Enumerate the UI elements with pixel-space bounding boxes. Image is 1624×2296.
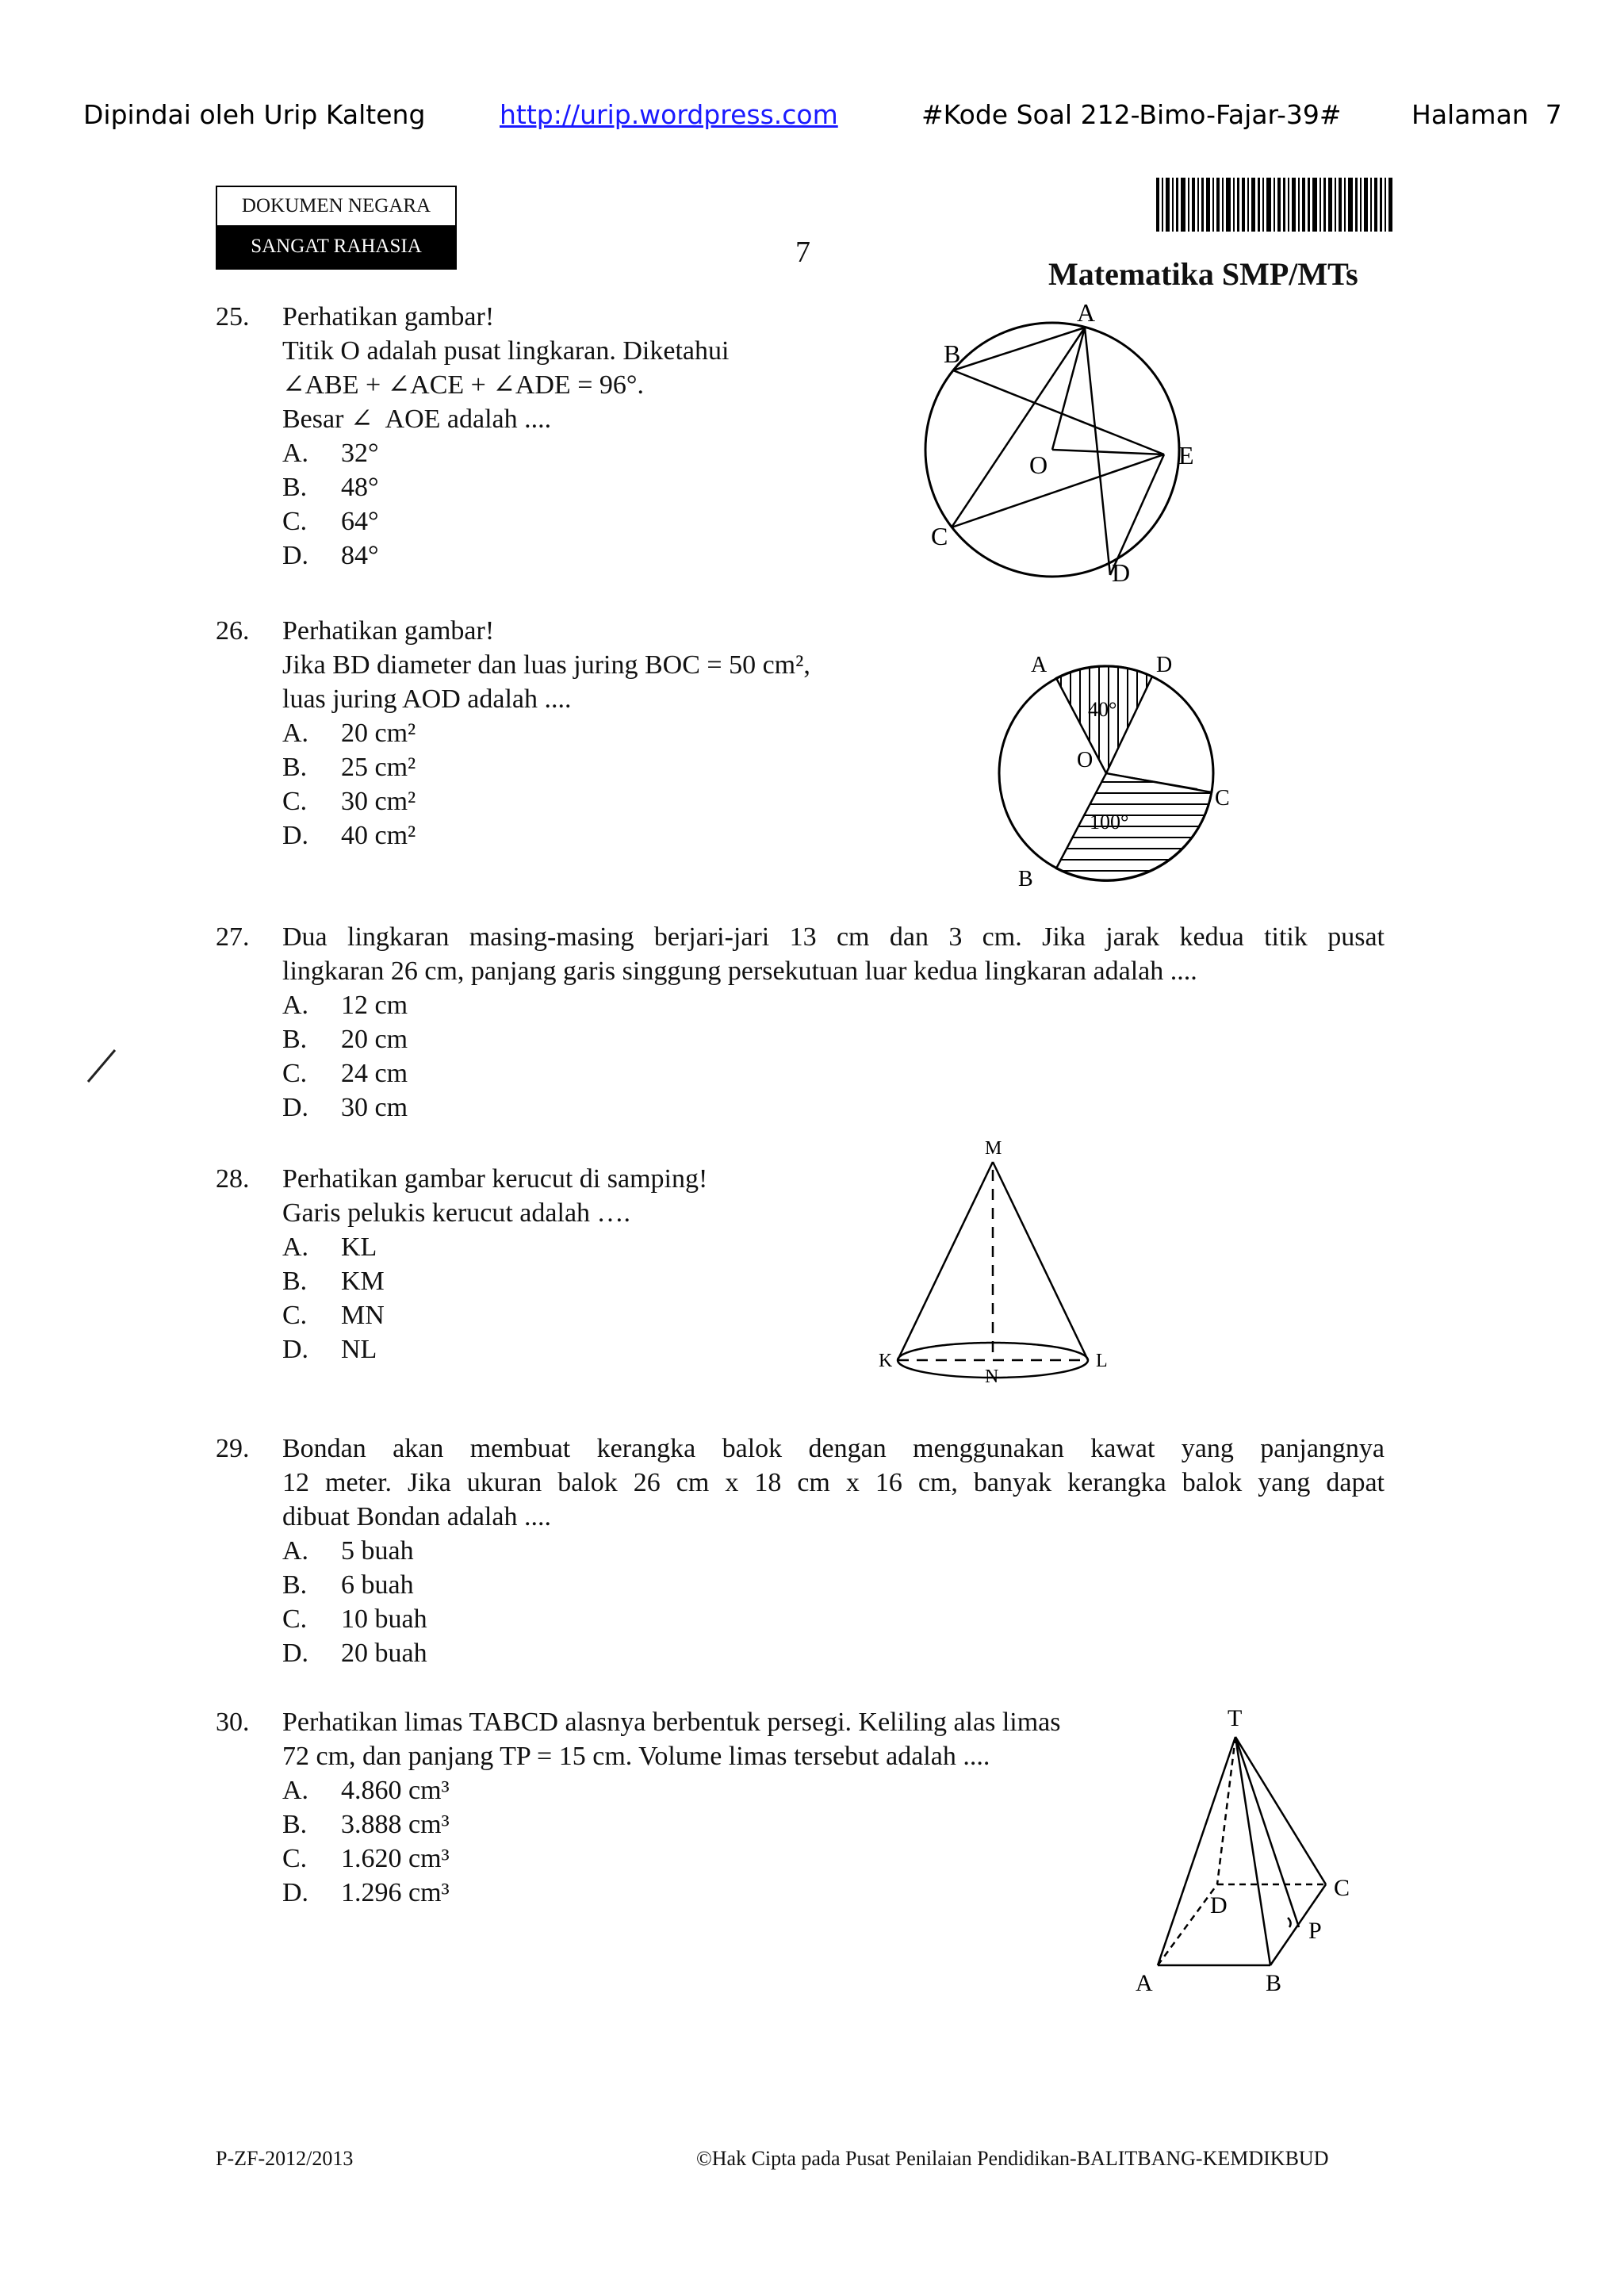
point-d-label: D [1210,1892,1228,1918]
source-url[interactable]: http://urip.wordpress.com [500,99,838,130]
question-number: 26. [216,616,250,646]
angle-aod-label: 40° [1088,698,1117,721]
question-number: 25. [216,302,250,332]
question-line: Jika BD diameter dan luas juring BOC = 50 cm², [282,650,810,680]
question-line: Dua lingkaran masing-masing berjari-jari 13 cm dan 3 cm. Jika jarak kedua titik pusat [282,922,1385,952]
apex-m-label: M [985,1138,1002,1159]
point-b-label: B [1266,1970,1282,1996]
apex-t-label: T [1228,1705,1243,1731]
option-c[interactable]: C. 1.620 cm³ [282,1844,450,1873]
sector-circle-figure [983,646,1245,892]
page-label: Halaman 7 [1411,99,1562,130]
angle-boc-label: 100° [1090,811,1129,834]
point-d-label: D [1156,653,1173,677]
option-b[interactable]: B. 6 buah [282,1570,414,1600]
question-line: 72 cm, dan panjang TP = 15 cm. Volume limas tersebut adalah .... [282,1742,990,1771]
option-a[interactable]: A. 32° [282,439,379,468]
question-body [282,1705,1060,1773]
question-line: ∠ABE + ∠ACE + ∠ADE = 96°. [282,370,644,400]
question-body [282,1432,1385,1534]
option-d[interactable]: D. 30 cm [282,1093,408,1122]
point-d-label: D [1112,558,1131,587]
point-k-label: K [879,1351,893,1371]
center-o-label: O [1077,748,1094,772]
question-number: 30. [216,1708,250,1737]
question-body [282,614,810,716]
question-line: Perhatikan gambar! [282,616,495,646]
point-b-label: B [1018,867,1033,891]
option-d[interactable]: D. NL [282,1335,377,1364]
point-b-label: B [944,339,961,368]
options-list [282,1230,599,1366]
point-a-label: A [1077,298,1096,327]
question-line: luas juring AOD adalah .... [282,684,572,714]
option-c[interactable]: C. 30 cm² [282,787,416,816]
question-line: Perhatikan gambar! [282,302,495,332]
question-line: Bondan akan membuat kerangka balok dengan menggunakan kawat yang panjangnya [282,1434,1385,1463]
option-c[interactable]: C. 24 cm [282,1059,408,1088]
option-d[interactable]: D. 40 cm² [282,821,416,850]
question-line: 12 meter. Jika ukuran balok 26 cm x 18 cm x 16 cm, banyak kerangka balok yang dapat [282,1468,1385,1497]
option-d[interactable]: D. 1.296 cm³ [282,1878,450,1907]
point-c-label: C [1334,1875,1350,1901]
question-line: Garis pelukis kerucut adalah …. [282,1198,631,1228]
point-a-label: A [1136,1970,1153,1996]
option-a[interactable]: A. KL [282,1232,377,1262]
option-b[interactable]: B. 25 cm² [282,753,416,782]
footer-copyright: ©Hak Cipta pada Pusat Penilaian Pendidikan-BALITBANG-KEMDIKBUD [696,2147,1329,2170]
options-list [282,988,599,1125]
question-line: dibuat Bondan adalah .... [282,1502,551,1531]
footer-code: P-ZF-2012/2013 [216,2147,354,2170]
option-c[interactable]: C. 10 buah [282,1604,427,1634]
point-c-label: C [1215,786,1230,811]
pencil-stroke-mark [83,1047,123,1087]
question-line: Perhatikan limas TABCD alasnya berbentuk persegi. Keliling alas limas [282,1708,1061,1737]
question-code: #Kode Soal 212-Bimo-Fajar-39# [921,99,1342,130]
option-d[interactable]: D. 20 buah [282,1639,427,1668]
stamp-secret-label: SANGAT RAHASIA [217,225,455,268]
question-line: Besar ∠ AOE adalah .... [282,404,552,434]
options-list [282,716,599,853]
option-c[interactable]: C. MN [282,1301,385,1330]
circle-inscribed-angles-figure [920,297,1205,591]
stamp-document-label: DOKUMEN NEGARA [217,187,455,225]
options-list [282,1773,599,1910]
question-number: 29. [216,1434,250,1463]
option-b[interactable]: B. 20 cm [282,1025,408,1054]
question-line: Perhatikan gambar kerucut di samping! [282,1164,708,1194]
option-b[interactable]: B. KM [282,1267,385,1296]
point-p-label: P [1308,1918,1322,1944]
options-list [282,1534,599,1670]
pyramid-figure [1118,1697,1356,1999]
question-body [282,920,1385,988]
point-c-label: C [931,522,948,550]
scanner-credit: Dipindai oleh Urip Kalteng [83,99,426,130]
cone-figure [872,1130,1126,1384]
option-b[interactable]: B. 48° [282,473,379,502]
question-body [282,300,729,436]
option-a[interactable]: A. 20 cm² [282,719,416,748]
subject-title: Matematika SMP/MTs [1048,256,1358,292]
question-body [282,1162,707,1230]
option-d[interactable]: D. 84° [282,541,379,570]
barcode-image [1156,178,1394,232]
center-o-label: O [1029,450,1048,479]
question-number: 27. [216,922,250,952]
point-l-label: L [1096,1351,1108,1371]
option-b[interactable]: B. 3.888 cm³ [282,1810,450,1839]
point-a-label: A [1031,653,1048,677]
option-a[interactable]: A. 4.860 cm³ [282,1776,450,1805]
option-a[interactable]: A. 12 cm [282,991,408,1020]
point-e-label: E [1178,441,1194,470]
classification-stamp [216,186,457,270]
option-c[interactable]: C. 64° [282,507,379,536]
question-line: lingkaran 26 cm, panjang garis singgung persekutuan luar kedua lingkaran adalah .... [282,956,1197,986]
question-line: Titik O adalah pusat lingkaran. Diketahui [282,336,730,366]
question-number: 28. [216,1164,250,1194]
options-list [282,436,599,573]
source-link[interactable] [500,99,838,130]
page-number: 7 [795,236,810,269]
center-n-label: N [985,1366,999,1384]
option-a[interactable]: A. 5 buah [282,1536,414,1566]
